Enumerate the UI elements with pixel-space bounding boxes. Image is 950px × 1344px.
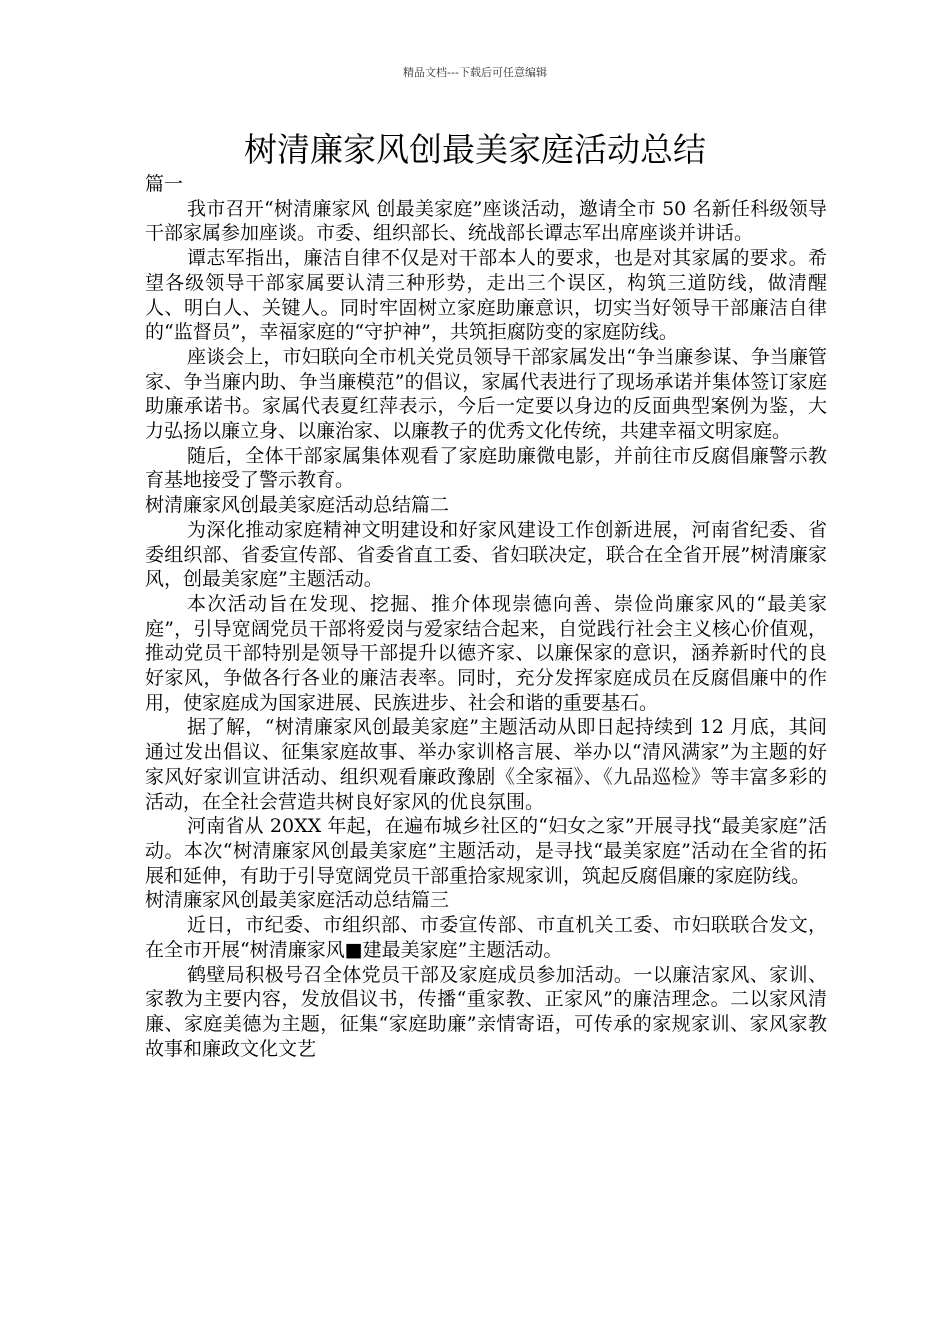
paragraph: 座谈会上，市妇联向全市机关党员领导干部家属发出“争当廉参谋、争当廉管家、争当廉内助、争当廉模范”的倡议，家属代表进行了现场承诺并集体签订家庭助廉承诺书。家属代表夏红萍表示，今后一定要以身边的反面典型案例为鉴，大力弘扬以廉立身、以廉治家、以廉教子的优秀文化传统，共建幸福文明家庭。 (145, 345, 827, 443)
paragraph: 为深化推动家庭精神文明建设和好家风建设工作创新进展，河南省纪委、省委组织部、省委宣传部、省委省直工委、省妇联决定，联合在全省开展”树清廉家风，创最美家庭”主题活动。 (145, 518, 827, 591)
paragraph: 随后，全体干部家属集体观看了家庭助廉微电影，并前往市反腐倡廉警示教育基地接受了警示教育。 (145, 444, 827, 492)
paragraph: 我市召开“树清廉家风 创最美家庭”座谈活动，邀请全市 50 名新任科级领导干部家属参加座谈。市委、组织部长、统战部长谭志军出席座谈并讲话。 (145, 197, 827, 245)
paragraph: 河南省从 20XX 年起，在遍布城乡社区的“妇女之家”开展寻找“最美家庭”活动。本次“树清廉家风创最美家庭”主题活动，是寻找“最美家庭”活动在全省的拓展和延伸，有助于引导宽阔党员干部重拾家规家训，筑起反腐倡廉的家庭防线。 (145, 815, 827, 887)
header-note: 精品文档---下载后可任意编辑 (403, 66, 547, 79)
section-1 (145, 172, 827, 493)
paragraph: 本次活动旨在发现、挖掘、推介体现崇德向善、崇俭尚廉家风的“最美家庭”，引导宽阔党员干部将爱岗与爱家结合起来，自觉践行社会主义核心价值观，推动党员干部特别是领导干部提升以德齐家、以廉保家的意识，涵养新时代的良好家风，争做各行各业的廉洁表率。同时，充分发挥家庭成员在反腐倡廉中的作用，使家庭成为国家进展、民族进步、社会和谐的重要基石。 (145, 592, 827, 714)
section-heading: 树清廉家风创最美家庭活动总结篇二 (145, 494, 450, 517)
paragraph: 谭志军指出，廉洁自律不仅是对干部本人的要求，也是对其家属的要求。希望各级领导干部家属要认清三种形势，走出三个误区，构筑三道防线，做清醒人、明白人、关键人。同时牢固树立家庭助廉意识，切实当好领导干部廉洁自律的“监督员”，幸福家庭的“守护神”，共筑拒腐防变的家庭防线。 (145, 247, 827, 344)
paragraph: 鹤壁局积极号召全体党员干部及家庭成员参加活动。一以廉洁家风、家训、家教为主要内容，发放倡议书，传播“重家教、正家风”的廉洁理念。二以家风清廉、家庭美德为主题，征集“家庭助廉”亲情寄语，可传承的家规家训、家风家教故事和廉政文化文艺 (145, 963, 827, 1060)
section-3 (145, 888, 827, 1061)
paragraph: 据了解，“树清廉家风创最美家庭”主题活动从即日起持续到 12 月底，其间通过发出倡议、征集家庭故事、举办家训格言展、举办以“清风满家”为主题的好家风好家训宣讲活动、组织观看廉政豫剧《全家福》、《九品巡检》等丰富多彩的活动，在全社会营造共树良好家风的优良氛围。 (145, 716, 827, 813)
document-title: 树清廉家风创最美家庭活动总结 (244, 130, 706, 169)
paragraph: 近日，市纪委、市组织部、市委宣传部、市直机关工委、市妇联联合发文，在全市开展“树清廉家风■建最美家庭”主题活动。 (145, 914, 827, 961)
section-2 (145, 493, 827, 888)
document-body (145, 172, 827, 1061)
section-heading: 树清廉家风创最美家庭活动总结篇三 (145, 889, 450, 912)
section-heading: 篇一 (145, 173, 184, 195)
